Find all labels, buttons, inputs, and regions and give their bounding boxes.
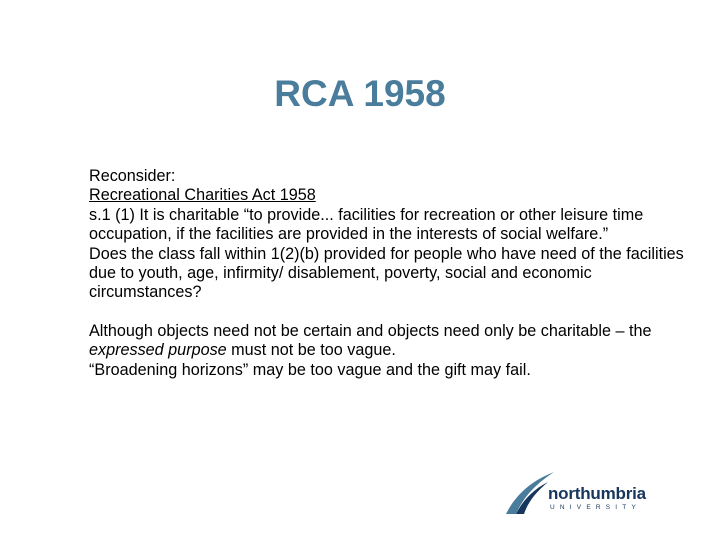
logo-subtitle: UNIVERSITY	[550, 504, 642, 511]
reconsider-line: Reconsider:	[89, 167, 176, 185]
objects-text-start: Although objects need not be certain and objects need only be charitable – the	[89, 321, 652, 340]
expressed-purpose-emphasis: expressed purpose	[89, 341, 227, 360]
northumbria-logo	[502, 468, 682, 518]
act-name-line: Recreational Charities Act 1958	[89, 186, 316, 205]
slide-title: RCA 1958	[274, 73, 446, 114]
logo-wordmark: northumbria	[548, 484, 646, 503]
section-paragraph: s.1 (1) It is charitable “to provide... facilities for recreation or other leisure time occupation, if the facilities are provided in the interests of social welfare.”	[89, 205, 644, 244]
question-paragraph: Does the class fall within 1(2)(b) provided for people who have need of the facilities due to youth, age, infirmity/ disablement, poverty, social and economic circumstances?	[89, 244, 684, 302]
objects-text-end: must not be too vague.	[226, 341, 396, 360]
objects-paragraph	[89, 322, 689, 361]
broadening-horizons-paragraph: “Broadening horizons” may be too vague and the gift may fail.	[89, 360, 531, 379]
slide-body	[89, 167, 689, 380]
